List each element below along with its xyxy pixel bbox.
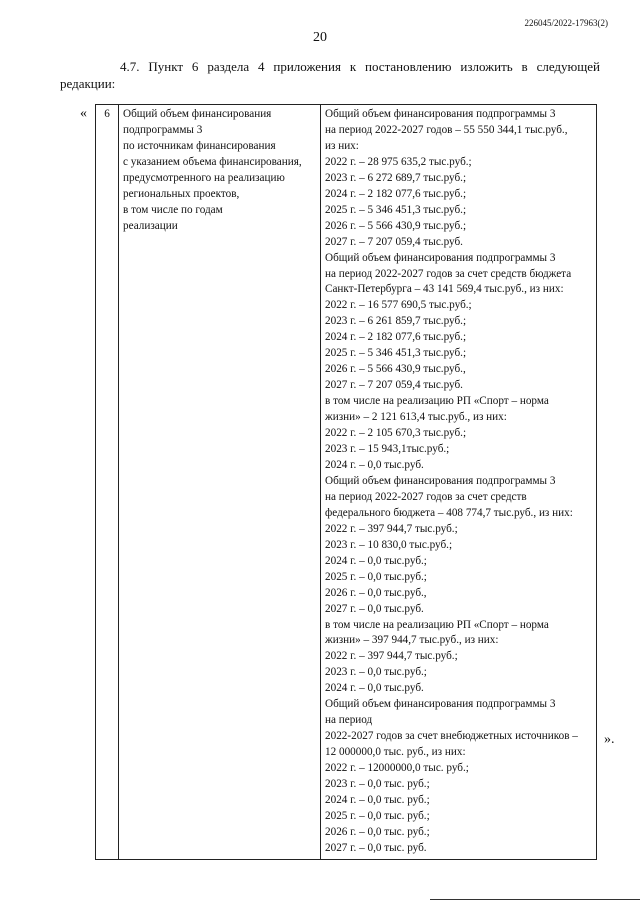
content-line: 2025 г. – 5 346 451,3 тыс.руб.; xyxy=(325,347,467,360)
content-line: 2023 г. – 6 272 689,7 тыс.руб.; xyxy=(325,171,467,184)
content-line: 2027 г. – 7 207 059,4 тыс.руб. xyxy=(325,379,463,392)
intro-paragraph xyxy=(60,58,600,92)
label-line: региональных проектов, xyxy=(123,187,240,200)
content-line: Общий объем финансирования подпрограммы 3 xyxy=(325,474,556,487)
content-line: 2026 г. – 5 566 430,9 тыс.руб.; xyxy=(325,219,467,232)
document-id: 226045/2022-17963(2) xyxy=(524,18,608,28)
content-line: 2024 г. – 0,0 тыс.руб.; xyxy=(325,554,427,567)
footer-rule xyxy=(430,899,640,900)
label-line: подпрограммы 3 xyxy=(123,123,203,136)
content-line: Общий объем финансирования подпрограммы 3 xyxy=(325,251,556,264)
content-line: 2027 г. – 0,0 тыс.руб. xyxy=(325,602,424,615)
label-line: в том числе по годам xyxy=(123,203,223,216)
content-line: в том числе на реализацию РП «Спорт – норма xyxy=(325,395,549,408)
amendment-table xyxy=(95,104,597,860)
opening-quote: « xyxy=(80,106,87,121)
table-row xyxy=(96,105,597,860)
content-line: 2022 г. – 397 944,7 тыс.руб.; xyxy=(325,650,458,663)
content-line: 2025 г. – 0,0 тыс. руб.; xyxy=(325,809,430,822)
content-line: в том числе на реализацию РП «Спорт – норма xyxy=(325,618,549,631)
content-line: на период 2022-2027 годов за счет средств бюджета xyxy=(325,267,572,280)
content-line: 2022 г. – 12000000,0 тыс. руб.; xyxy=(325,762,469,775)
content-line: 2027 г. – 7 207 059,4 тыс.руб. xyxy=(325,235,463,248)
content-line: 2023 г. – 6 261 859,7 тыс.руб.; xyxy=(325,315,467,328)
content-line: 2024 г. – 0,0 тыс.руб. xyxy=(325,682,424,695)
content-line: 2022 г. – 16 577 690,5 тыс.руб.; xyxy=(325,299,472,312)
content-line: 2023 г. – 10 830,0 тыс.руб.; xyxy=(325,538,453,551)
content-line: 2026 г. – 0,0 тыс. руб.; xyxy=(325,825,430,838)
label-lines xyxy=(123,107,316,235)
label-line: Общий объем финансирования xyxy=(123,108,272,120)
content-line: Санкт-Петербурга – 43 141 569,4 тыс.руб., из них: xyxy=(325,283,564,296)
intro-line-1: 4.7. Пункт 6 раздела 4 приложения к постановлению изложить в следующей xyxy=(120,59,600,74)
content-line: 2022 г. – 397 944,7 тыс.руб.; xyxy=(325,522,458,535)
content-line: 2023 г. – 15 943,1тыс.руб.; xyxy=(325,443,450,456)
content-line: на период 2022-2027 годов – 55 550 344,1 тыс.руб., xyxy=(325,123,568,136)
label-cell xyxy=(119,105,321,860)
content-line: 2025 г. – 0,0 тыс.руб.; xyxy=(325,570,427,583)
row-number-cell: 6 xyxy=(96,105,119,860)
content-line: 2024 г. – 0,0 тыс.руб. xyxy=(325,458,424,471)
content-cell xyxy=(321,105,597,860)
content-lines xyxy=(325,107,592,857)
content-line: Общий объем финансирования подпрограммы 3 xyxy=(325,698,556,711)
content-line: 2023 г. – 0,0 тыс. руб.; xyxy=(325,778,430,791)
content-line: 2027 г. – 0,0 тыс. руб. xyxy=(325,841,427,854)
content-line: 2022 г. – 28 975 635,2 тыс.руб.; xyxy=(325,155,472,168)
label-line: по источникам финансирования xyxy=(123,139,276,152)
label-line: реализации xyxy=(123,219,178,232)
content-line: из них: xyxy=(325,139,359,152)
content-line: на период xyxy=(325,714,373,727)
content-line: жизни» – 2 121 613,4 тыс.руб., из них: xyxy=(325,411,507,424)
content-line: федерального бюджета – 408 774,7 тыс.руб., из них: xyxy=(325,506,573,519)
closing-quote: ». xyxy=(604,732,615,747)
content-line: 2025 г. – 5 346 451,3 тыс.руб.; xyxy=(325,203,467,216)
content-line: 2022 г. – 2 105 670,3 тыс.руб.; xyxy=(325,427,467,440)
content-line: 2024 г. – 2 182 077,6 тыс.руб.; xyxy=(325,187,467,200)
label-line: с указанием объема финансирования, xyxy=(123,155,302,168)
content-line: 2022-2027 годов за счет внебюджетных источников – xyxy=(325,730,578,743)
content-line: 2026 г. – 0,0 тыс.руб., xyxy=(325,586,427,599)
content-line: 2026 г. – 5 566 430,9 тыс.руб., xyxy=(325,363,466,376)
content-line: на период 2022-2027 годов за счет средств xyxy=(325,490,527,503)
content-line: 2024 г. – 0,0 тыс. руб.; xyxy=(325,793,430,806)
intro-line-2: редакции: xyxy=(60,76,116,91)
content-line: 2024 г. – 2 182 077,6 тыс.руб.; xyxy=(325,331,467,344)
page-number: 20 xyxy=(313,30,327,45)
label-line: предусмотренного на реализацию xyxy=(123,171,285,184)
content-line: 12 000000,0 тыс. руб., из них: xyxy=(325,746,466,759)
content-line: 2023 г. – 0,0 тыс.руб.; xyxy=(325,666,427,679)
content-line: жизни» – 397 944,7 тыс.руб., из них: xyxy=(325,634,499,647)
content-line: Общий объем финансирования подпрограммы 3 xyxy=(325,108,556,120)
